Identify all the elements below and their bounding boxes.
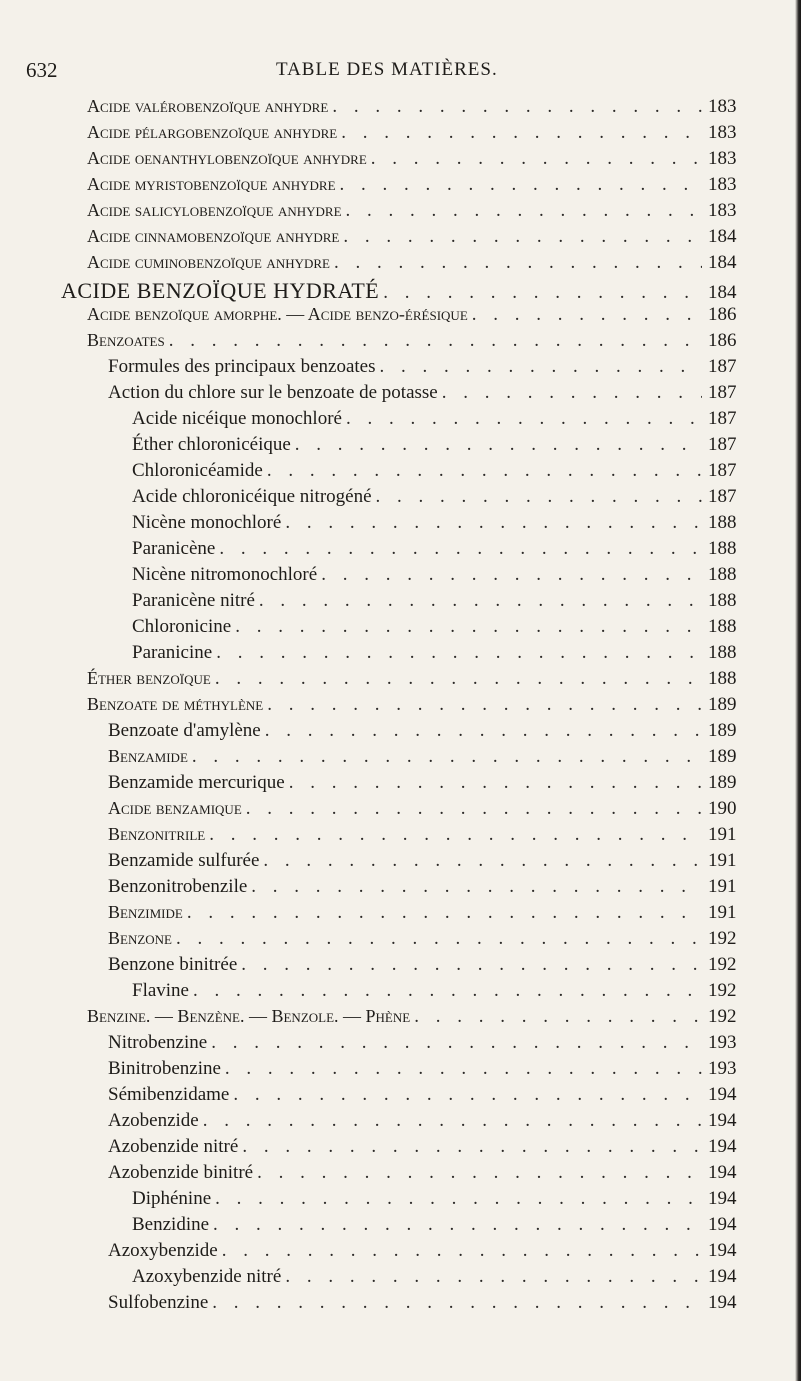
entry-label: Acide benzamique bbox=[108, 798, 242, 818]
entry-page: 188 bbox=[708, 538, 737, 559]
entry-page: 183 bbox=[708, 148, 737, 169]
entry-page: 188 bbox=[708, 512, 737, 533]
toc-entry bbox=[0, 226, 801, 252]
entry-page: 187 bbox=[708, 382, 737, 403]
entry-label: Benzone binitrée bbox=[108, 954, 238, 975]
entry-label: Sémibenzidame bbox=[108, 1084, 230, 1105]
entry-page: 184 bbox=[708, 282, 737, 303]
entry-page: 187 bbox=[708, 460, 737, 481]
toc-section-heading bbox=[0, 278, 801, 304]
entry-page: 194 bbox=[708, 1214, 737, 1235]
entry-label: Benzidine bbox=[132, 1214, 210, 1235]
entry-label: Paranicine bbox=[132, 642, 213, 663]
page-number: 632 bbox=[26, 58, 58, 82]
entry-page: 192 bbox=[708, 928, 737, 949]
toc-entry bbox=[0, 304, 801, 330]
entry-page: 183 bbox=[708, 174, 737, 195]
entry-page: 188 bbox=[708, 668, 737, 689]
toc-entry bbox=[0, 512, 801, 538]
entry-label: Azobenzide bbox=[108, 1110, 199, 1131]
entry-page: 194 bbox=[708, 1162, 737, 1183]
entry-page: 188 bbox=[708, 564, 737, 585]
running-title: TABLE DES MATIÈRES. bbox=[276, 59, 498, 80]
entry-page: 194 bbox=[708, 1292, 737, 1313]
entry-label: Benzamide sulfurée bbox=[108, 850, 260, 871]
toc-entry bbox=[0, 772, 801, 798]
entry-label: Binitrobenzine bbox=[108, 1058, 221, 1079]
toc-entry bbox=[0, 798, 801, 824]
entry-page: 183 bbox=[708, 122, 737, 143]
entry-label: ACIDE BENZOÏQUE HYDRATÉ bbox=[61, 278, 380, 303]
entry-label: Benzone bbox=[108, 928, 172, 948]
entry-page: 184 bbox=[708, 252, 737, 273]
entry-page: 191 bbox=[708, 824, 737, 845]
entry-page: 194 bbox=[708, 1110, 737, 1131]
entry-label: Benzamide bbox=[108, 746, 188, 766]
entry-label: Acide nicéique monochloré bbox=[132, 408, 342, 429]
entry-label: Benzoate d'amylène bbox=[108, 720, 261, 741]
entry-page: 190 bbox=[708, 798, 737, 819]
entry-label: Benzonitrile bbox=[108, 824, 206, 844]
entry-page: 191 bbox=[708, 902, 737, 923]
toc-entry bbox=[0, 1214, 801, 1240]
toc-entry bbox=[0, 850, 801, 876]
toc-entry bbox=[0, 148, 801, 174]
entry-label: Benzoate de méthylène bbox=[87, 694, 264, 714]
entry-page: 189 bbox=[708, 694, 737, 715]
page-header bbox=[0, 58, 801, 88]
toc-entry bbox=[0, 96, 801, 122]
entry-page: 194 bbox=[708, 1240, 737, 1261]
entry-label: Acide myristobenzoïque anhydre bbox=[87, 174, 336, 194]
toc-entry bbox=[0, 1110, 801, 1136]
entry-label: Benzonitrobenzile bbox=[108, 876, 248, 897]
toc-entry bbox=[0, 824, 801, 850]
entry-page: 189 bbox=[708, 772, 737, 793]
entry-label: Acide benzoïque amorphe. — Acide benzo-érésique bbox=[87, 304, 468, 324]
entry-label: Azoxybenzide bbox=[108, 1240, 218, 1261]
toc-entry bbox=[0, 902, 801, 928]
entry-page: 188 bbox=[708, 642, 737, 663]
entry-label: Acide oenanthylobenzoïque anhydre bbox=[87, 148, 367, 168]
entry-page: 188 bbox=[708, 616, 737, 637]
toc-entry bbox=[0, 460, 801, 486]
toc-entry bbox=[0, 1136, 801, 1162]
entry-label: Nicène nitromonochloré bbox=[132, 564, 318, 585]
entry-label: Éther benzoïque bbox=[87, 668, 211, 688]
entry-label: Paranicène nitré bbox=[132, 590, 255, 611]
entry-page: 188 bbox=[708, 590, 737, 611]
toc-entry bbox=[0, 642, 801, 668]
toc-entry bbox=[0, 954, 801, 980]
toc-entry bbox=[0, 1084, 801, 1110]
entry-label: Chloronicine bbox=[132, 616, 232, 637]
entry-page: 194 bbox=[708, 1084, 737, 1105]
toc-entry bbox=[0, 1162, 801, 1188]
toc-entry bbox=[0, 1058, 801, 1084]
entry-label: Azobenzide nitré bbox=[108, 1136, 239, 1157]
toc-entry bbox=[0, 616, 801, 642]
entry-label: Nicène monochloré bbox=[132, 512, 282, 533]
entry-page: 192 bbox=[708, 954, 737, 975]
entry-page: 194 bbox=[708, 1266, 737, 1287]
toc-entry bbox=[0, 694, 801, 720]
entry-label: Azoxybenzide nitré bbox=[132, 1266, 282, 1287]
entry-page: 194 bbox=[708, 1136, 737, 1157]
entry-label: Benzine. — Benzène. — Benzole. — Phène bbox=[87, 1006, 411, 1026]
entry-label: Action du chlore sur le benzoate de potasse bbox=[108, 382, 438, 403]
entry-label: Formules des principaux benzoates bbox=[108, 356, 376, 377]
entry-page: 187 bbox=[708, 408, 737, 429]
entry-page: 191 bbox=[708, 850, 737, 871]
toc-entry bbox=[0, 408, 801, 434]
entry-page: 189 bbox=[708, 720, 737, 741]
toc-entry bbox=[0, 538, 801, 564]
toc-entry bbox=[0, 1292, 801, 1318]
toc-entry bbox=[0, 564, 801, 590]
entry-label: Acide cuminobenzoïque anhydre bbox=[87, 252, 330, 272]
toc-entry bbox=[0, 486, 801, 512]
entry-page: 183 bbox=[708, 200, 737, 221]
entry-page: 192 bbox=[708, 980, 737, 1001]
entry-page: 191 bbox=[708, 876, 737, 897]
entry-page: 183 bbox=[708, 96, 737, 117]
toc-entry bbox=[0, 1266, 801, 1292]
entry-label: Acide valérobenzoïque anhydre bbox=[87, 96, 329, 116]
toc-entry bbox=[0, 1006, 801, 1032]
toc-entry bbox=[0, 252, 801, 278]
entry-page: 187 bbox=[708, 486, 737, 507]
entry-page: 187 bbox=[708, 356, 737, 377]
entry-label: Acide cinnamobenzoïque anhydre bbox=[87, 226, 340, 246]
entry-page: 184 bbox=[708, 226, 737, 247]
toc-entry bbox=[0, 356, 801, 382]
entry-page: 194 bbox=[708, 1188, 737, 1209]
toc-entry bbox=[0, 382, 801, 408]
toc-entry bbox=[0, 746, 801, 772]
entry-label: Éther chloronicéique bbox=[132, 434, 291, 455]
toc-entry bbox=[0, 200, 801, 226]
toc-entry bbox=[0, 590, 801, 616]
entry-page: 187 bbox=[708, 434, 737, 455]
entry-label: Chloronicéamide bbox=[132, 460, 263, 481]
entry-page: 193 bbox=[708, 1032, 737, 1053]
toc-entry bbox=[0, 1188, 801, 1214]
entry-page: 193 bbox=[708, 1058, 737, 1079]
toc-entry bbox=[0, 330, 801, 356]
toc-entry bbox=[0, 122, 801, 148]
entry-label: Azobenzide binitré bbox=[108, 1162, 254, 1183]
toc-entry bbox=[0, 876, 801, 902]
entry-label: Benzimide bbox=[108, 902, 183, 922]
entry-page: 189 bbox=[708, 746, 737, 767]
entry-label: Acide chloronicéique nitrogéné bbox=[132, 486, 372, 507]
entry-page: 186 bbox=[708, 330, 737, 351]
entry-label: Acide salicylobenzoïque anhydre bbox=[87, 200, 342, 220]
toc-entry bbox=[0, 980, 801, 1006]
entry-page: 186 bbox=[708, 304, 737, 325]
entry-label: Benzamide mercurique bbox=[108, 772, 285, 793]
toc-entry bbox=[0, 1240, 801, 1266]
entry-label: Flavine bbox=[132, 980, 189, 1001]
entry-page: 192 bbox=[708, 1006, 737, 1027]
toc-entry bbox=[0, 1032, 801, 1058]
entry-label: Paranicène bbox=[132, 538, 216, 559]
entry-label: Sulfobenzine bbox=[108, 1292, 209, 1313]
toc-entry bbox=[0, 174, 801, 200]
toc-entry bbox=[0, 928, 801, 954]
entry-label: Acide pélargobenzoïque anhydre bbox=[87, 122, 338, 142]
toc-entry bbox=[0, 720, 801, 746]
entry-label: Benzoates bbox=[87, 330, 165, 350]
entry-label: Nitrobenzine bbox=[108, 1032, 208, 1053]
toc-entry bbox=[0, 668, 801, 694]
toc-entry bbox=[0, 434, 801, 460]
entry-label: Diphénine bbox=[132, 1188, 212, 1209]
